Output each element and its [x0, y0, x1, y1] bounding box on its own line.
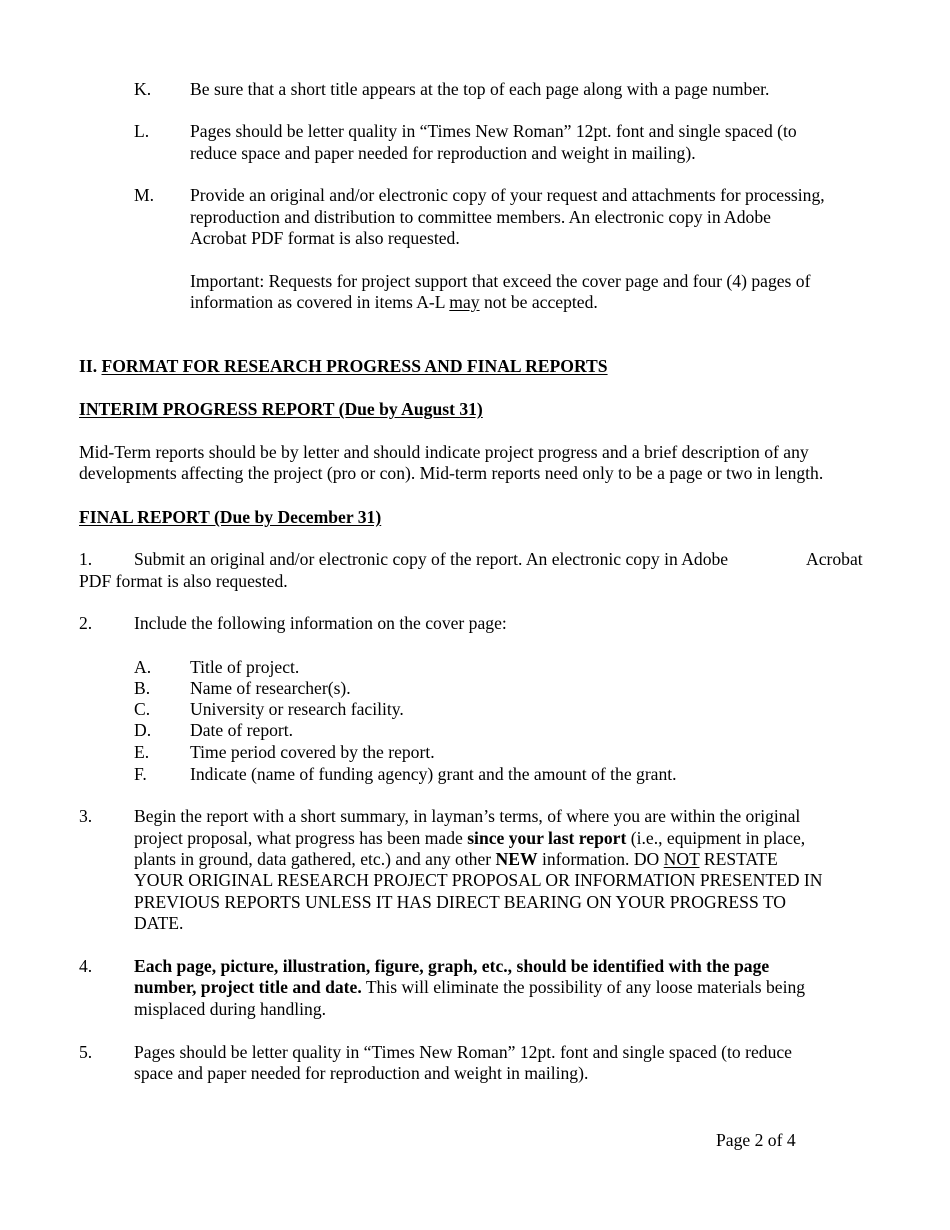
item-text: Date of report. [190, 720, 294, 740]
item-label: D. [134, 720, 152, 740]
item-text-line: Acrobat [806, 549, 863, 569]
item-text-line [134, 977, 805, 999]
item-text: University or research facility. [190, 699, 404, 719]
bold-text: since your last report [467, 828, 627, 848]
bold-text: number, project title and date. [134, 977, 362, 997]
item-label: L. [134, 121, 150, 141]
item-text-line: PDF format is also requested. [79, 571, 288, 591]
item-text: Title of project. [190, 657, 300, 677]
item-text-line: DATE. [134, 913, 184, 933]
text-run: (i.e., equipment in place, [626, 828, 806, 848]
item-text-line [134, 849, 778, 871]
section-title: FORMAT FOR RESEARCH PROGRESS AND FINAL REPORTS [101, 356, 608, 376]
item-text-line: Submit an original and/or electronic copy of the report. An electronic copy in Adobe [134, 549, 729, 569]
item-label: E. [134, 742, 150, 762]
important-text: information as covered in items A-L [190, 292, 450, 312]
item-text-line: Acrobat PDF format is also requested. [190, 228, 460, 248]
item-text-line: Begin the report with a short summary, in layman’s terms, of where you are within the original [134, 806, 801, 826]
item-text: Name of researcher(s). [190, 678, 351, 698]
text-run: project proposal, what progress has been made [134, 828, 468, 848]
item-text-line: Pages should be letter quality in “Times New Roman” 12pt. font and single spaced (to reduce [134, 1042, 792, 1062]
item-text-line: Provide an original and/or electronic copy of your request and attachments for processing, [190, 185, 825, 205]
item-label: 1. [79, 549, 93, 569]
item-text: Be sure that a short title appears at the top of each page along with a page number. [190, 79, 770, 99]
interim-paragraph-line: developments affecting the project (pro or con). Mid-term reports need only to be a page or two in length. [79, 463, 824, 483]
item-label: B. [134, 678, 151, 698]
section-ii-heading [79, 356, 608, 378]
item-text-line: misplaced during handling. [134, 999, 327, 1019]
item-label: K. [134, 79, 152, 99]
item-label: 4. [79, 956, 93, 976]
item-label: 3. [79, 806, 93, 826]
important-line: Important: Requests for project support that exceed the cover page and four (4) pages of [190, 271, 811, 291]
text-run: information. DO [537, 849, 664, 869]
text-run: This will eliminate the possibility of any loose materials being [361, 977, 806, 997]
item-label: C. [134, 699, 151, 719]
item-text-line: reproduction and distribution to committee members. An electronic copy in Adobe [190, 207, 771, 227]
item-label: A. [134, 657, 152, 677]
item-label: M. [134, 185, 155, 205]
interim-paragraph-line: Mid-Term reports should be by letter and should indicate project progress and a brief description of any [79, 442, 809, 462]
section-number: II. [79, 356, 102, 376]
item-text-line: Pages should be letter quality in “Times New Roman” 12pt. font and single spaced (to [190, 121, 797, 141]
item-text-line: reduce space and paper needed for reproduction and weight in mailing). [190, 143, 696, 163]
text-run: plants in ground, data gathered, etc.) and any other [134, 849, 496, 869]
final-heading: FINAL REPORT (Due by December 31) [79, 507, 382, 527]
underlined-text: NOT [663, 849, 700, 869]
item-text-line: YOUR ORIGINAL RESEARCH PROJECT PROPOSAL OR INFORMATION PRESENTED IN [134, 870, 823, 890]
text-run: RESTATE [699, 849, 778, 869]
item-text-line [134, 828, 805, 850]
important-emphasis: may [449, 292, 480, 312]
item-text: Time period covered by the report. [190, 742, 435, 762]
item-label: 5. [79, 1042, 93, 1062]
item-text: Indicate (name of funding agency) grant and the amount of the grant. [190, 764, 677, 784]
important-line [190, 292, 598, 314]
item-label: F. [134, 764, 147, 784]
item-text-line: PREVIOUS REPORTS UNLESS IT HAS DIRECT BEARING ON YOUR PROGRESS TO [134, 892, 786, 912]
bold-text: NEW [495, 849, 538, 869]
important-text: not be accepted. [479, 292, 598, 312]
page-number: Page 2 of 4 [716, 1130, 796, 1150]
item-text-line: space and paper needed for reproduction and weight in mailing). [134, 1063, 589, 1083]
item-label: 2. [79, 613, 93, 633]
item-text: Include the following information on the cover page: [134, 613, 507, 633]
item-text-line: Each page, picture, illustration, figure, graph, etc., should be identified with the page [134, 956, 770, 976]
interim-heading: INTERIM PROGRESS REPORT (Due by August 31) [79, 399, 483, 419]
